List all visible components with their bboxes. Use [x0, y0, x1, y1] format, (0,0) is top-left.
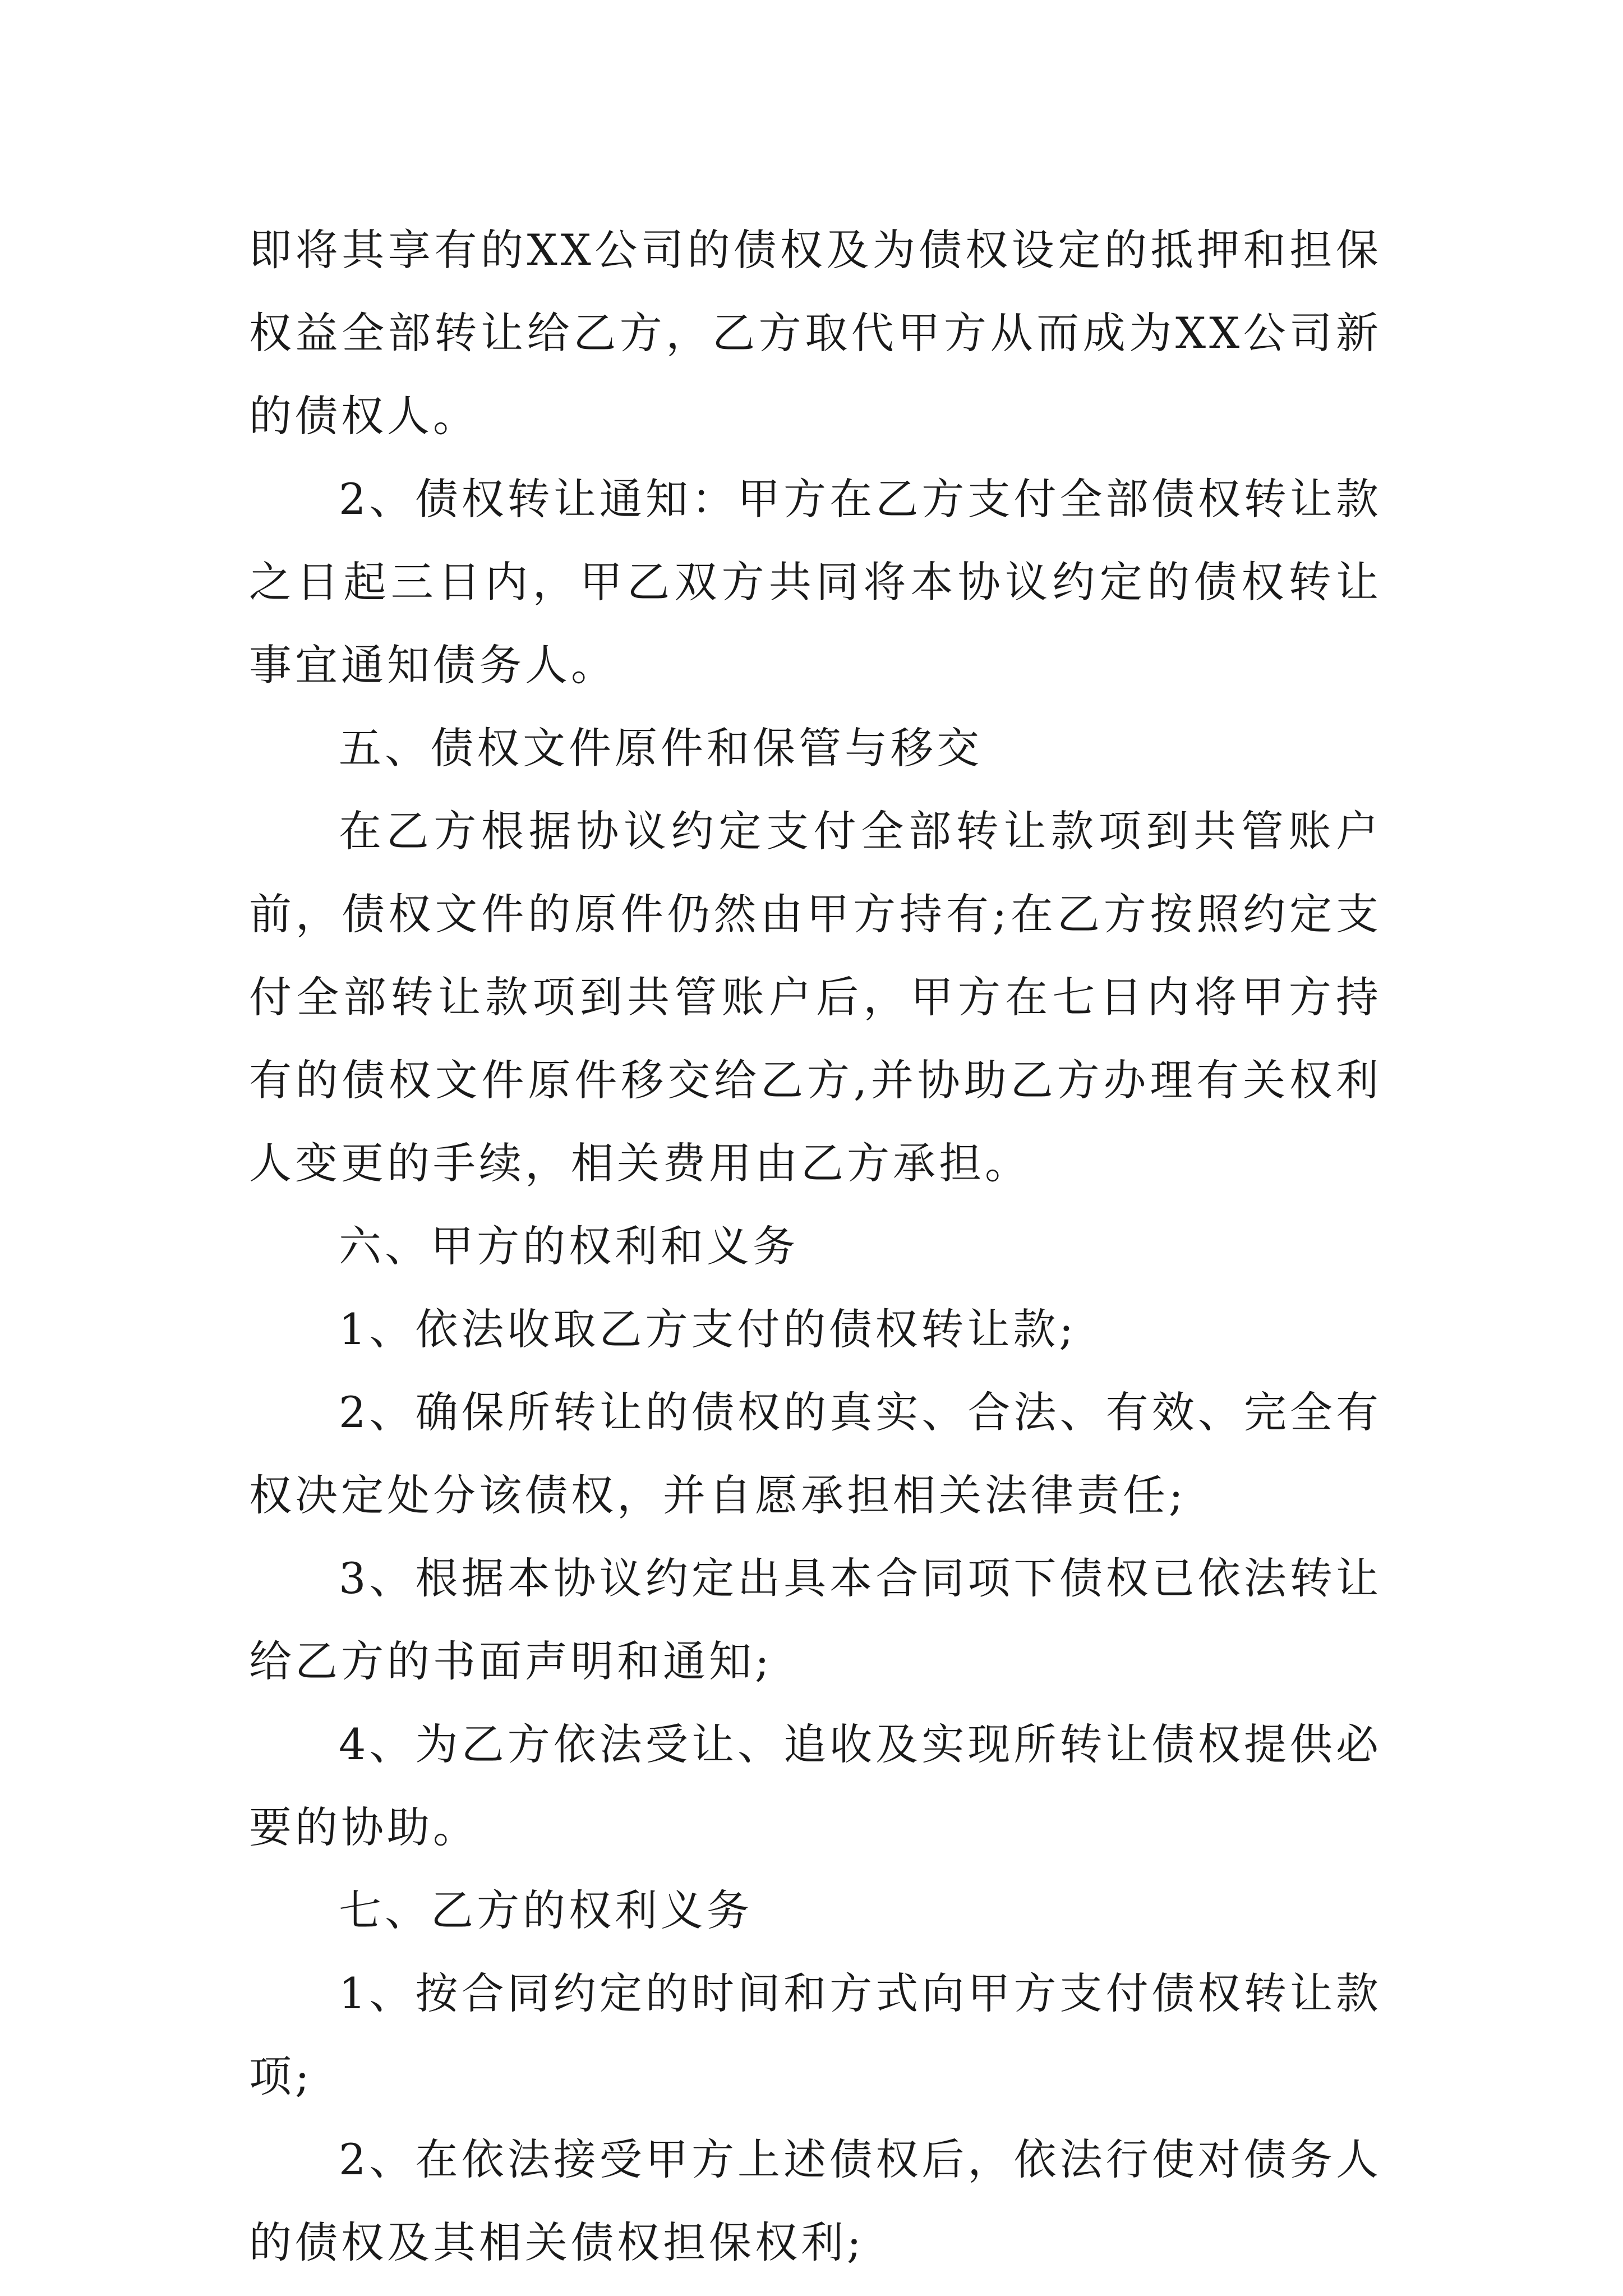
- list-item-party-a-4: 4、为乙方依法受让、追收及实现所转让债权提供必要的协助。: [249, 1719, 1382, 1852]
- section-heading-seven: 七、乙方的权利义务: [339, 1885, 753, 1935]
- list-item-party-a-3: 3、根据本协议约定出具本合同项下债权已依法转让给乙方的书面声明和通知;: [249, 1553, 1382, 1686]
- section-heading-six: 六、甲方的权利和义务: [339, 1221, 799, 1271]
- paragraph-document-custody: 在乙方根据协议约定支付全部转让款项到共管账户前，债权文件的原件仍然由甲方持有;在乙方按照约定支付全部转让款项到共管账户后，甲方在七日内将甲方持有的债权文件原件移交给乙方,并协助乙方办理有关权利人变更的手续，相关费用由乙方承担。: [249, 806, 1382, 1188]
- paragraph-transfer-notice: 2、债权转让通知：甲方在乙方支付全部债权转让款之日起三日内，甲乙双方共同将本协议约定的债权转让事宜通知债务人。: [249, 474, 1382, 690]
- list-item-party-b-2: 2、在依法接受甲方上述债权后，依法行使对债务人的债权及其相关债权担保权利;: [249, 2134, 1382, 2267]
- document-body: [249, 209, 1382, 2284]
- list-item-party-a-1: 1、依法收取乙方支付的债权转让款;: [339, 1304, 1077, 1354]
- list-item-party-a-2: 2、确保所转让的债权的真实、合法、有效、完全有权决定处分该债权，并自愿承担相关法律责任;: [249, 1387, 1382, 1520]
- list-item-party-b-1: 1、按合同约定的时间和方式向甲方支付债权转让款项;: [249, 1968, 1382, 2101]
- paragraph-debt-transfer-continuation: 即将其享有的XX公司的债权及为债权设定的抵押和担保权益全部转让给乙方，乙方取代甲方从而成为XX公司新的债权人。: [249, 225, 1382, 441]
- section-heading-five: 五、债权文件原件和保管与移交: [339, 723, 983, 773]
